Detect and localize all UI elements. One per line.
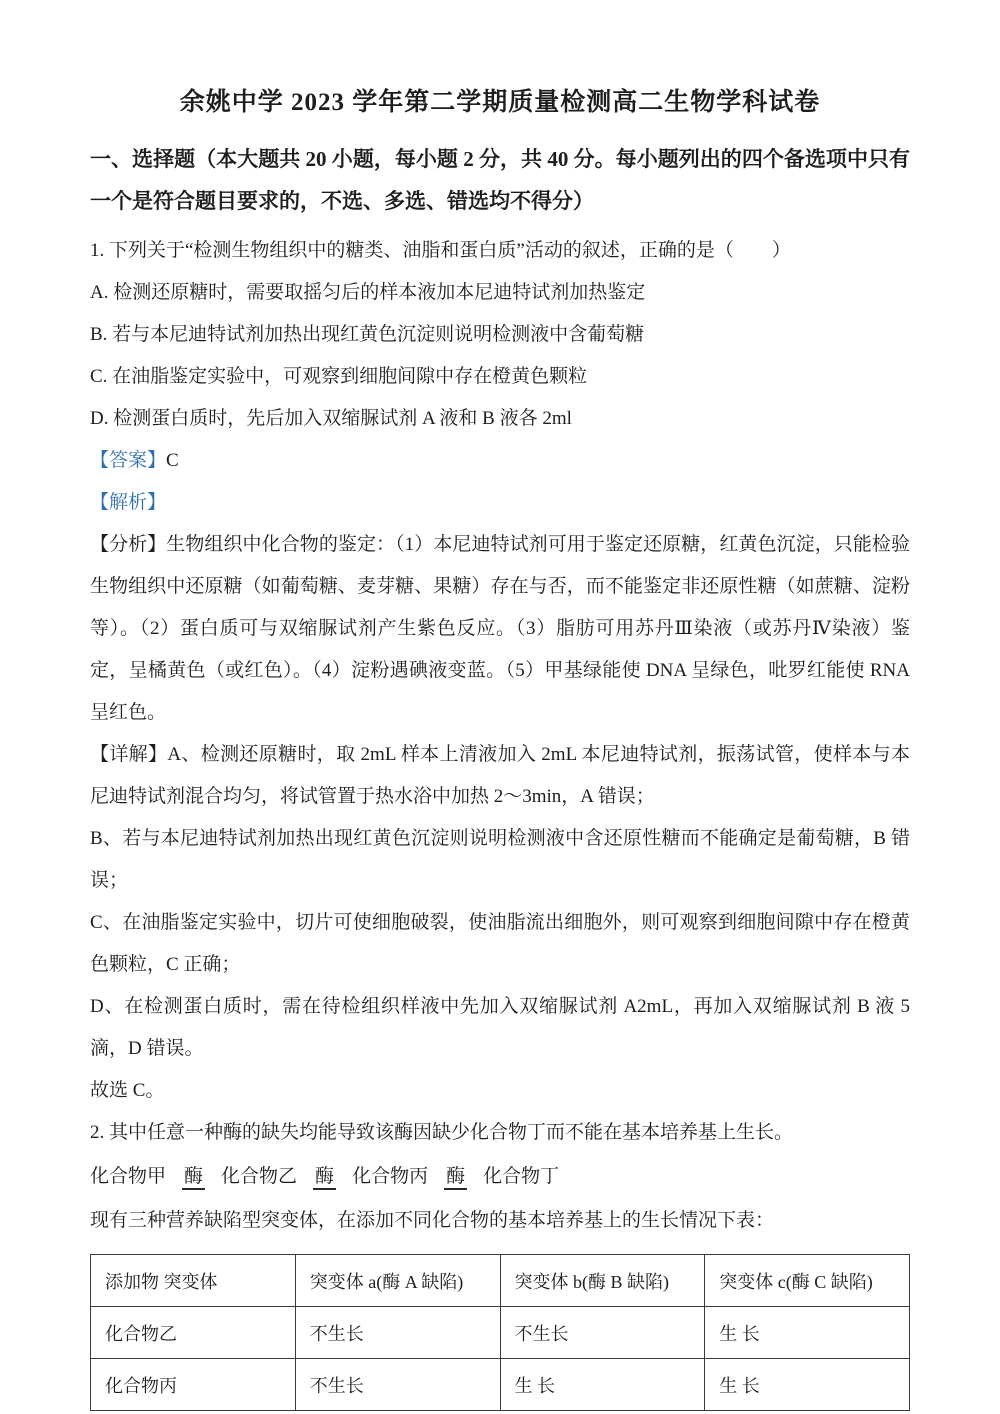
section-heading: 一、选择题（本大题共 20 小题，每小题 2 分，共 40 分。每小题列出的四个备选项中只有一个是符合题目要求的，不选、多选、错选均不得分） — [90, 147, 910, 213]
table-cell-compound-yi: 化合物乙 — [91, 1307, 296, 1359]
table-header-mutant-a: 突变体 a(酶 A 缺陷) — [295, 1255, 500, 1307]
detail-paragraph-d: D、在检测蛋白质时，需在待检组织样液中先加入双缩脲试剂 A2mL，再加入双缩脲试剂 B 液 5 滴，D 错误。 — [90, 996, 910, 1059]
question-1-option-b: B. 若与本尼迪特试剂加热出现红黄色沉淀则说明检测液中含葡萄糖 — [90, 324, 645, 345]
question-1-option-c: C. 在油脂鉴定实验中，可观察到细胞间隙中存在橙黄色颗粒 — [90, 366, 588, 387]
pathway-compound-yi: 化合物乙 — [221, 1166, 298, 1187]
table-cell: 不生长 — [295, 1359, 500, 1411]
pathway-compound-bing: 化合物丙 — [352, 1166, 429, 1187]
question-1-option-d: D. 检测蛋白质时，先后加入双缩脲试剂 A 液和 B 液各 2ml — [90, 408, 572, 429]
question-1-option-a: A. 检测还原糖时，需要取摇匀后的样本液加本尼迪特试剂加热鉴定 — [90, 282, 646, 303]
table-header-mutant-c: 突变体 c(酶 C 缺陷) — [705, 1255, 910, 1307]
table-cell: 不生长 — [295, 1307, 500, 1359]
question-2-stem: 2. 其中任意一种酶的缺失均能导致该酶因缺少化合物丁而不能在基本培养基上生长。 — [90, 1122, 794, 1143]
table-cell: 不生长 — [500, 1307, 705, 1359]
analysis-paragraph: 【分析】生物组织中化合物的鉴定：（1）本尼迪特试剂可用于鉴定还原糖，红黄色沉淀，只能检验生物组织中还原糖（如葡萄糖、麦芽糖、果糖）存在与否，而不能鉴定非还原性糖（如蔗糖、淀粉等）。（2）蛋白质可与双缩脲试剂产生紫色反应。（3）脂肪可用苏丹Ⅲ染液（或苏丹Ⅳ染液）鉴定，呈橘黄色（或红色）。（4）淀粉遇碘液变蓝。（5）甲基绿能使 DNA 呈绿色，吡罗红能使 RNA 呈红色。 — [90, 534, 910, 723]
table-intro: 现有三种营养缺陷型突变体，在添加不同化合物的基本培养基上的生长情况下表： — [90, 1210, 775, 1231]
table-cell: 生 长 — [705, 1359, 910, 1411]
table-cell: 生 长 — [500, 1359, 705, 1411]
answer-label: 【答案】 — [90, 450, 167, 471]
pathway-enzyme-c: 酶 — [444, 1166, 467, 1190]
detail-paragraph-b: B、若与本尼迪特试剂加热出现红黄色沉淀则说明检测液中含还原性糖而不能确定是葡萄糖，B 错误； — [90, 828, 910, 891]
pathway-compound-ding: 化合物丁 — [483, 1166, 560, 1187]
table-cell: 生 长 — [705, 1307, 910, 1359]
detail-paragraph-a: 【详解】A、检测还原糖时，取 2mL 样本上清液加入 2mL 本尼迪特试剂，振荡试管，使样本与本尼迪特试剂混合均匀，将试管置于热水浴中加热 2～3min，A 错误； — [90, 744, 910, 807]
question-1-stem: 1. 下列关于“检测生物组织中的糖类、油脂和蛋白质”活动的叙述，正确的是（ ） — [90, 240, 791, 261]
table-row — [91, 1307, 910, 1359]
detail-conclusion: 故选 C。 — [90, 1080, 165, 1101]
table-cell-compound-bing: 化合物丙 — [91, 1359, 296, 1411]
pathway-compound-jia: 化合物甲 — [90, 1166, 167, 1187]
pathway-enzyme-b: 酶 — [313, 1166, 336, 1190]
explanation-label: 【解析】 — [90, 492, 167, 513]
exam-title: 余姚中学 2023 学年第二学期质量检测高二生物学科试卷 — [179, 89, 821, 116]
answer-line — [90, 440, 910, 482]
pathway-enzyme-a: 酶 — [182, 1166, 205, 1190]
table-header-additive-mutant: 添加物 突变体 — [91, 1255, 296, 1307]
explanation-line — [90, 482, 910, 524]
growth-table — [90, 1254, 910, 1411]
enzyme-pathway-line — [90, 1154, 910, 1200]
detail-paragraph-c: C、在油脂鉴定实验中，切片可使细胞破裂，使油脂流出细胞外，则可观察到细胞间隙中存在橙黄色颗粒，C 正确； — [90, 912, 910, 975]
table-header-row — [91, 1255, 910, 1307]
table-header-mutant-b: 突变体 b(酶 B 缺陷) — [500, 1255, 705, 1307]
table-row — [91, 1359, 910, 1411]
answer-value: C — [166, 450, 179, 471]
